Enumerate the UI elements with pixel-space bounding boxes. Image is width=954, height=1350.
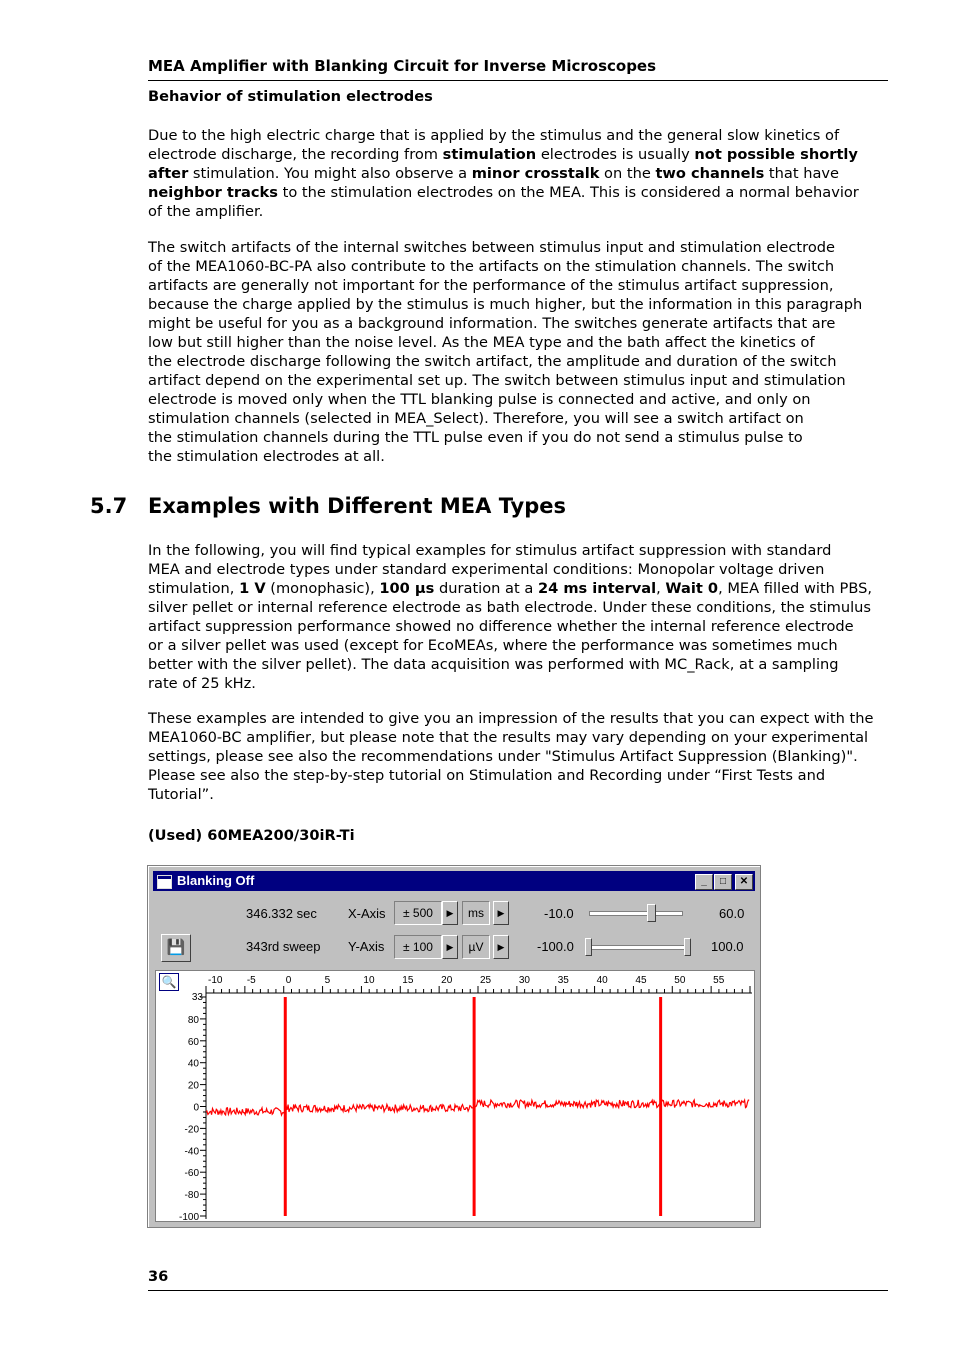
x-tick-label: 20 [441,975,453,986]
bold-text: not possible shortly [694,146,858,163]
text-line: artifacts are generally not important for the performance of the stimulus artifact suppression, [148,277,834,294]
y-tick-label: -20 [184,1124,199,1136]
bold-text: 100 µs [379,580,435,597]
text-line: the electrode discharge following the switch artifact, the amplitude and duration of the switch [148,353,837,370]
y-slider-thumb-left[interactable] [585,938,592,956]
x-axis-range[interactable]: ± 500 [394,901,442,925]
text-line: In the following, you will find typical examples for stimulus artifact suppression with standard [148,542,832,559]
text-line: electrode discharge, the recording from stimulation electrodes is usually not possible shortly [148,146,858,163]
text-line: silver pellet or internal reference electrode as bath electrode. Under these conditions, the stimulus [148,599,871,616]
bold-text: 1 V [239,580,266,597]
footer-rule [148,1290,888,1291]
text-line: artifact depend on the experimental set up. The switch between stimulus input and stimulation [148,372,846,389]
text-line: MEA1060-BC amplifier, but please note that the results may vary depending on your experimental [148,729,869,746]
x-tick-label: -5 [246,975,256,986]
y-tick-label: -100 [178,1212,199,1221]
close-icon[interactable]: ✕ [735,874,753,890]
header-rule [148,80,888,81]
x-unit[interactable]: ms [462,901,490,925]
y-tick-label: 60 [187,1036,199,1048]
bold-text: after [148,165,189,182]
paragraph-4 [148,709,888,804]
x-tick-label: 25 [480,975,492,986]
text-line: the stimulation channels during the TTL pulse even if you do not send a stimulus pulse to [148,429,803,446]
text-line: These examples are intended to give you an impression of the results that you can expect with the [148,710,874,727]
bold-text: two channels [655,165,765,182]
text-line: stimulation, 1 V (monophasic), 100 µs duration at a 24 ms interval, Wait 0, MEA filled with PBS, [148,580,873,597]
y-tick-label: -60 [184,1168,199,1180]
paragraph-2 [148,238,888,466]
text-line: because the charge applied by the stimulus is much higher, but the information in this paragraph [148,296,863,313]
x-tick-label: 30 [518,975,530,986]
x-slider[interactable] [589,907,681,917]
stimulus-artifact-spike [284,997,287,1216]
section-title: Examples with Different MEA Types [148,494,567,518]
stimulus-artifact-spike [659,997,662,1216]
x-tick-label: -10 [208,975,223,986]
trace-segment [285,1104,473,1112]
y-tick-label: 0 [193,1102,199,1114]
y-unit[interactable]: µV [462,935,490,959]
y-axis-spin-icon[interactable]: ▶ [442,935,458,959]
y-tick-label: -80 [184,1190,199,1202]
text-line: rate of 25 kHz. [148,675,256,692]
x-tick-label: 0 [285,975,292,986]
bold-text: Wait 0 [665,580,719,597]
paragraph-1 [148,126,888,221]
zoom-icon[interactable]: 🔍 [159,973,179,991]
x-tick-label: 50 [674,975,686,986]
y-slider-thumb[interactable] [684,938,691,956]
time-readout: 346.332 sec [246,906,317,921]
x-tick-label: 40 [596,975,608,986]
text-line: settings, please see also the recommendations under "Stimulus Artifact Suppression (Blanking)". [148,748,858,765]
y-min-value: -100.0 [537,939,574,954]
y-unit-spin-icon[interactable]: ▶ [493,935,509,959]
text-line: after stimulation. You might also observe a minor crosstalk on the two channels that have [148,165,840,182]
y-max-value: 100.0 [711,939,744,954]
x-max-value: 60.0 [719,906,745,921]
window-title: Blanking Off [177,873,255,888]
x-tick-label: 15 [402,975,414,986]
window-icon [157,875,172,889]
x-tick-label: 45 [635,975,647,986]
y-axis-label: Y-Axis [348,939,385,954]
text-line: artifact suppression performance showed no difference whether the internal reference electrode [148,618,854,635]
trace-chart [156,971,754,1221]
x-tick-label: 5 [324,975,331,986]
text-line: of the amplifier. [148,203,264,220]
mc-rack-window [147,865,761,1228]
y-tick-label: 80 [187,1014,199,1026]
text-line: Due to the high electric charge that is applied by the stimulus and the general slow kinetics of [148,127,840,144]
text-line: the stimulation electrodes at all. [148,448,385,465]
y-slider[interactable] [585,941,689,951]
bold-text: minor crosstalk [471,165,600,182]
save-icon: 💾 [166,939,186,956]
plot-area [155,970,755,1222]
sweep-readout: 343rd sweep [246,939,321,954]
trace-segment [206,1108,285,1115]
minimize-icon[interactable]: _ [695,874,713,890]
trace-segment [661,1100,750,1108]
save-button[interactable] [161,934,191,962]
trace-segment [474,1100,660,1108]
bold-text: neighbor tracks [148,184,278,201]
subheading-mea-type: (Used) 60MEA200/30iR-Ti [148,827,355,844]
section-number: 5.7 [90,494,128,518]
text-line: might be useful for you as a background information. The switches generate artifacts that are [148,315,836,332]
x-axis-spin-icon[interactable]: ▶ [442,901,458,925]
text-line: Please see also the step-by-step tutorial on Stimulation and Recording under “First Tests and [148,767,826,784]
window-titlebar [153,871,755,891]
x-tick-label: 55 [713,975,725,986]
text-line: neighbor tracks to the stimulation electrodes on the MEA. This is considered a normal behavior [148,184,859,201]
maximize-icon[interactable]: □ [714,874,732,890]
page-number: 36 [148,1268,169,1285]
channel-label: 33 [191,992,203,1003]
page-header: MEA Amplifier with Blanking Circuit for Inverse Microscopes [148,57,657,75]
x-unit-spin-icon[interactable]: ▶ [493,901,509,925]
text-line: Tutorial”. [148,786,214,803]
y-tick-label: -40 [184,1146,199,1158]
text-line: The switch artifacts of the internal switches between stimulus input and stimulation electrode [148,239,835,256]
y-tick-label: 20 [187,1080,199,1092]
text-line: electrode is moved only when the TTL blanking pulse is connected and active, and only on [148,391,811,408]
paragraph-3 [148,541,888,693]
text-line: better with the silver pellet). The data acquisition was performed with MC_Rack, at a sampling [148,656,839,673]
y-axis-range[interactable]: ± 100 [394,935,442,959]
text-line: low but still higher than the noise level. As the MEA type and the bath affect the kinetics of [148,334,815,351]
x-axis-label: X-Axis [348,906,386,921]
subheading-stimulation-electrodes: Behavior of stimulation electrodes [148,88,433,105]
x-tick-label: 10 [363,975,375,986]
x-tick-label: 35 [557,975,569,986]
text-line: of the MEA1060-BC-PA also contribute to the artifacts on the stimulation channels. The switch [148,258,835,275]
x-slider-thumb[interactable] [647,904,656,922]
y-tick-label: 40 [187,1058,199,1070]
text-line: MEA and electrode types under standard experimental conditions: Monopolar voltage driven [148,561,825,578]
bold-text: 24 ms interval [537,580,657,597]
bold-text: stimulation [442,146,537,163]
stimulus-artifact-spike [473,997,476,1216]
x-min-value: -10.0 [544,906,574,921]
text-line: stimulation channels (selected in MEA_Select). Therefore, you will see a switch artifact on [148,410,804,427]
text-line: or a silver pellet was used (except for EcoMEAs, where the performance was sometimes much [148,637,838,654]
